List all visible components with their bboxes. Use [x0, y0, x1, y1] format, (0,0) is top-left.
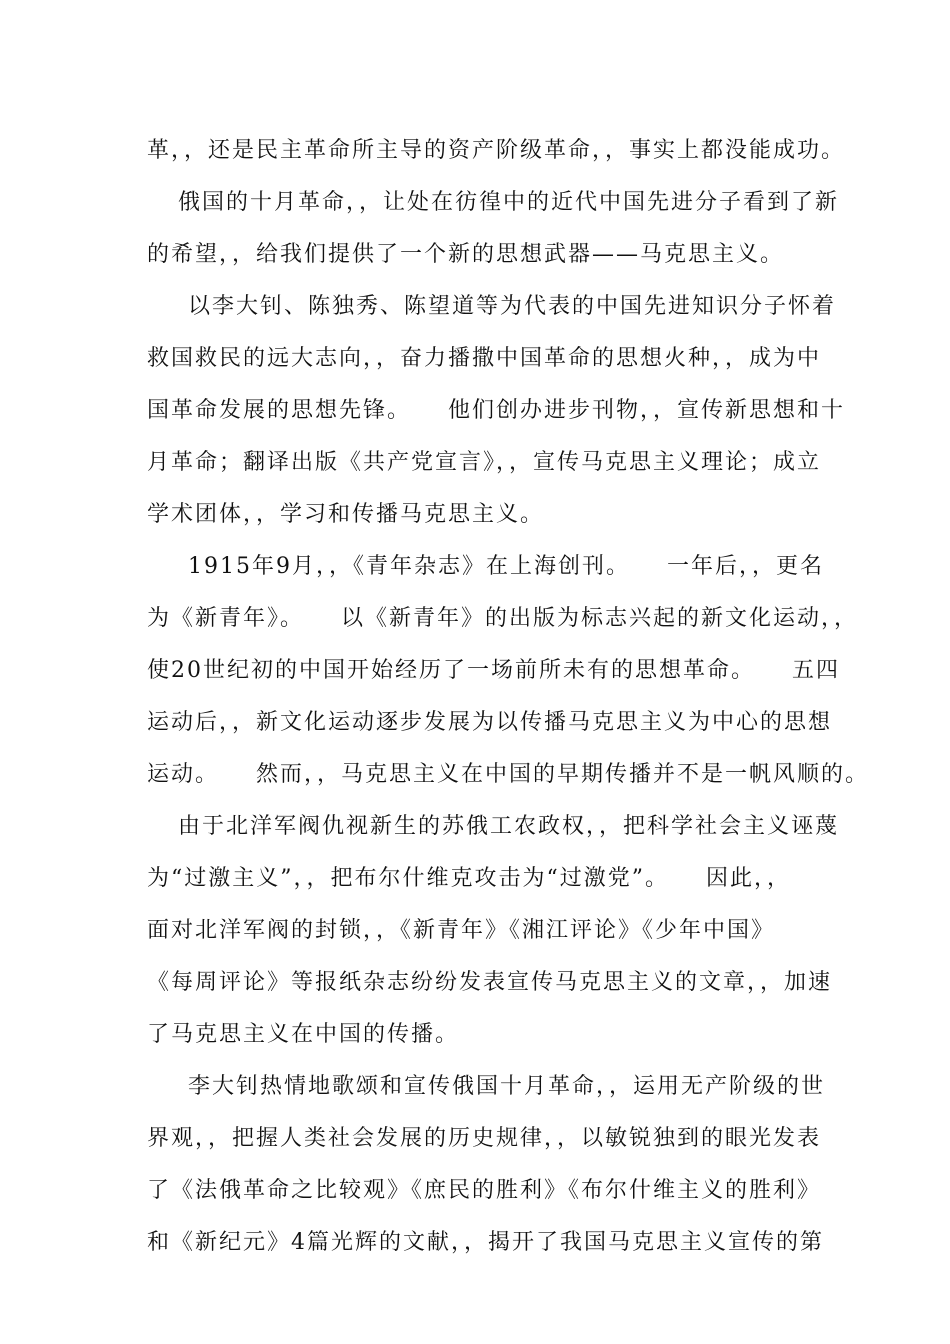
text-line: 《每周评论》等报纸杂志纷纷发表宣传马克思主义的文章，，加速 [147, 970, 833, 995]
text-line: 的希望，，给我们提供了一个新的思想武器——马克思主义。 [147, 242, 785, 267]
text-line: 1915年9月，，《青年杂志》在上海创刊。 一年后，，更名 [188, 554, 824, 579]
text-line: 国革命发展的思想先锋。 他们创办进步刊物，，宣传新思想和十 [147, 398, 846, 423]
text-line: 学术团体，，学习和传播马克思主义。 [147, 502, 545, 527]
text-line: 救国救民的远大志向，，奋力播撒中国革命的思想火种，，成为中 [147, 346, 822, 371]
text-line: 月革命；翻译出版《共产党宣言》，，宣传马克思主义理论；成立 [147, 450, 822, 475]
text-line: 革，，还是民主革命所主导的资产阶级革命，，事实上都没能成功。 [147, 138, 846, 163]
text-line: 和《新纪元》4篇光辉的文献，，揭开了我国马克思主义宣传的第 [147, 1230, 824, 1255]
text-line: 了马克思主义在中国的传播。 [147, 1022, 460, 1047]
text-line: 使20世纪初的中国开始经历了一场前所未有的思想革命。 五四 [147, 658, 840, 683]
text-line: 为《新青年》。 以《新青年》的出版为标志兴起的新文化运动，， [147, 606, 859, 631]
text-line: 为“过激主义”，，把布尔什维克攻击为“过激党”。 因此，， [147, 866, 791, 891]
text-line: 俄国的十月革命，，让处在彷徨中的近代中国先进分子看到了新 [178, 190, 840, 215]
text-line: 运动后，，新文化运动逐步发展为以传播马克思主义为中心的思想 [147, 710, 833, 735]
text-line: 界观，，把握人类社会发展的历史规律，，以敏锐独到的眼光发表 [147, 1126, 822, 1151]
text-line: 李大钊热情地歌颂和宣传俄国十月革命，，运用无产阶级的世 [188, 1074, 826, 1099]
text-line: 以李大钊、陈独秀、陈望道等为代表的中国先进知识分子怀着 [188, 294, 837, 319]
text-line: 面对北洋军阀的封锁，，《新青年》《湘江评论》《少年中国》 [147, 918, 776, 943]
text-line: 了《法俄革命之比较观》《庶民的胜利》《布尔什维主义的胜利》 [147, 1178, 822, 1203]
text-line: 由于北洋军阀仇视新生的苏俄工农政权，，把科学社会主义诬蔑 [178, 814, 840, 839]
text-line: 运动。 然而，，马克思主义在中国的早期传播并不是一帆风顺的。 [147, 762, 870, 787]
